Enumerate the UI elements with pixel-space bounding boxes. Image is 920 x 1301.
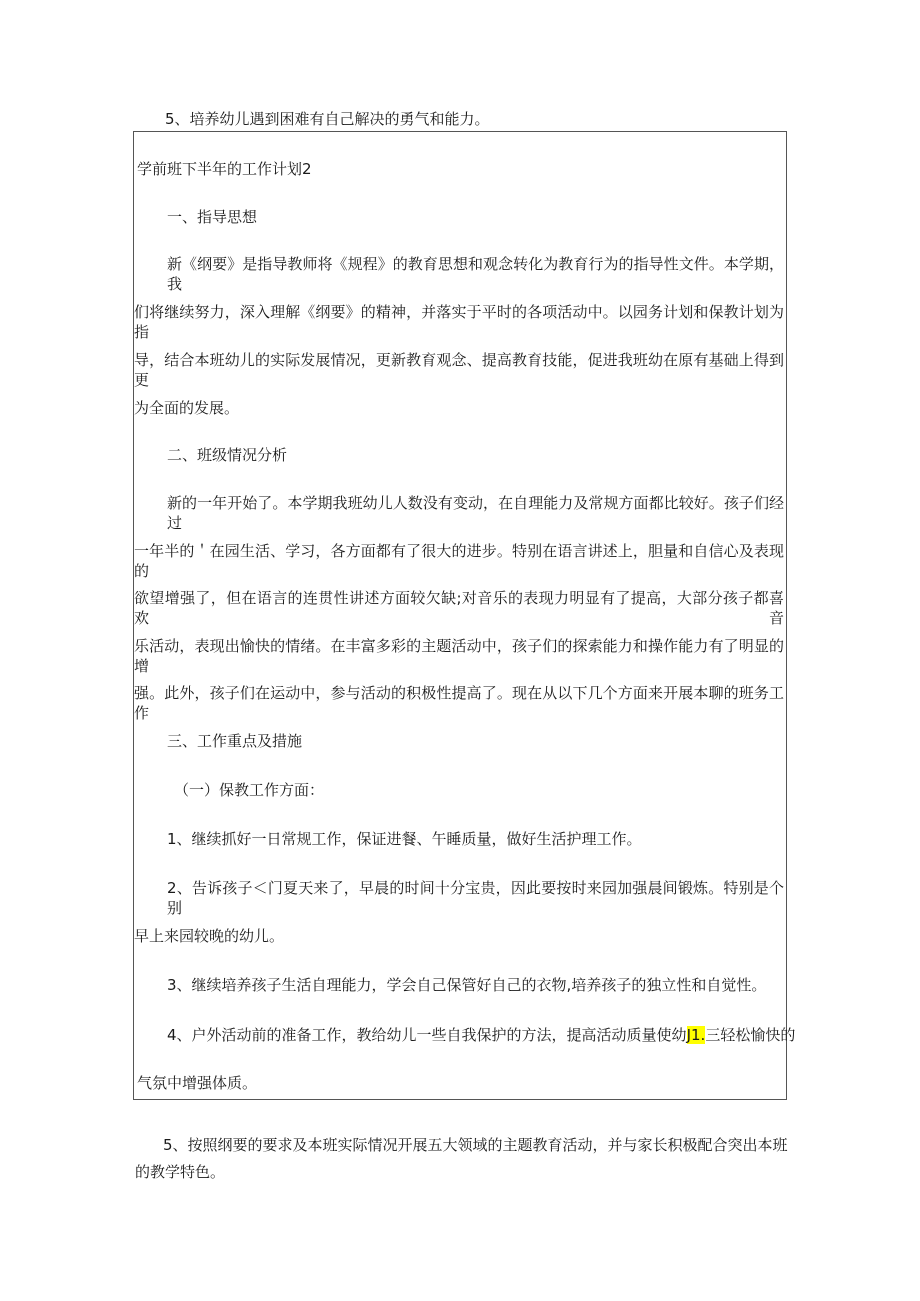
item-4-text: 4、户外活动前的准备工作，教给幼儿一些自我保护的方法，提高活动质量使幼 — [167, 1026, 687, 1044]
item-2-line: 2、告诉孩子＜门夏天来了，早晨的时间十分宝贵，因此要按时来园加强晨间锻炼。特别是个别 — [167, 879, 784, 917]
item-4-line — [167, 1025, 795, 1045]
item-2-line: 早上来园较晚的幼儿。 — [134, 927, 285, 945]
subsection-heading: （一）保教工作方面： — [174, 781, 325, 799]
section2-line: 新的一年开始了。本学期我班幼儿人数没有变动，在自理能力及常规方面都比较好。孩子们经过 — [167, 494, 784, 532]
bottom-paragraph-line: 的教学特色。 — [135, 1163, 226, 1181]
item-3: 3、继续培养孩子生活自理能力，学会自己保管好自己的衣物,培养孩子的独立性和自觉性。 — [167, 976, 767, 994]
item-1: 1、继续抓好一日常规工作，保证进餐、午睡质量，做好生活护理工作。 — [167, 830, 642, 848]
section1-line: 导，结合本班幼儿的实际发展情况，更新教育观念、提高教育技能，促进我班幼在原有基础上得到更 — [134, 351, 784, 389]
section1-line: 们将继续努力，深入理解《纲要》的精神，并落实于平时的各项活动中。以园务计划和保教计划为指 — [134, 303, 784, 341]
document-title: 学前班下半年的工作计划2 — [137, 160, 312, 178]
item-4-text-end: 三轻松愉快的 — [705, 1026, 796, 1044]
section1-heading: 一、指导思想 — [167, 208, 258, 226]
top-paragraph: 5、培养幼儿遇到困难有自己解决的勇气和能力。 — [165, 110, 490, 128]
section2-line: 乐活动，表现出愉快的情绪。在丰富多彩的主题活动中，孩子们的探索能力和操作能力有了明显的增 — [134, 637, 784, 675]
bottom-paragraph-line: 5、按照纲要的要求及本班实际情况开展五大领域的主题教育活动，并与家长积极配合突出本班 — [163, 1136, 788, 1154]
content-box — [133, 131, 796, 1100]
section2-line: 一年半的＇在园生活、学习，各方面都有了很大的进步。特别在语言讲述上，胆量和自信心及表现的 — [134, 542, 784, 580]
section2-line: 强。此外，孩子们在运动中，参与活动的积极性提高了。现在从以下几个方面来开展本聊的班务工作 — [134, 684, 784, 722]
section1-line: 为全面的发展。 — [134, 399, 240, 417]
highlight-mark: J1. — [686, 1026, 706, 1044]
item-4-line-2: 气氛中增强体质。 — [137, 1074, 258, 1092]
section2-heading: 二、班级情况分析 — [167, 446, 288, 464]
section1-line: 新《纲要》是指导教师将《规程》的教育思想和观念转化为教育行为的指导性文件。本学期，我 — [167, 255, 784, 293]
section2-line: 欲望增强了，但在语言的连贯性讲述方面较欠缺;对音乐的表现力明显有了提高，大部分孩子都喜欢音 — [134, 589, 784, 627]
section3-heading: 三、工作重点及措施 — [167, 732, 303, 750]
